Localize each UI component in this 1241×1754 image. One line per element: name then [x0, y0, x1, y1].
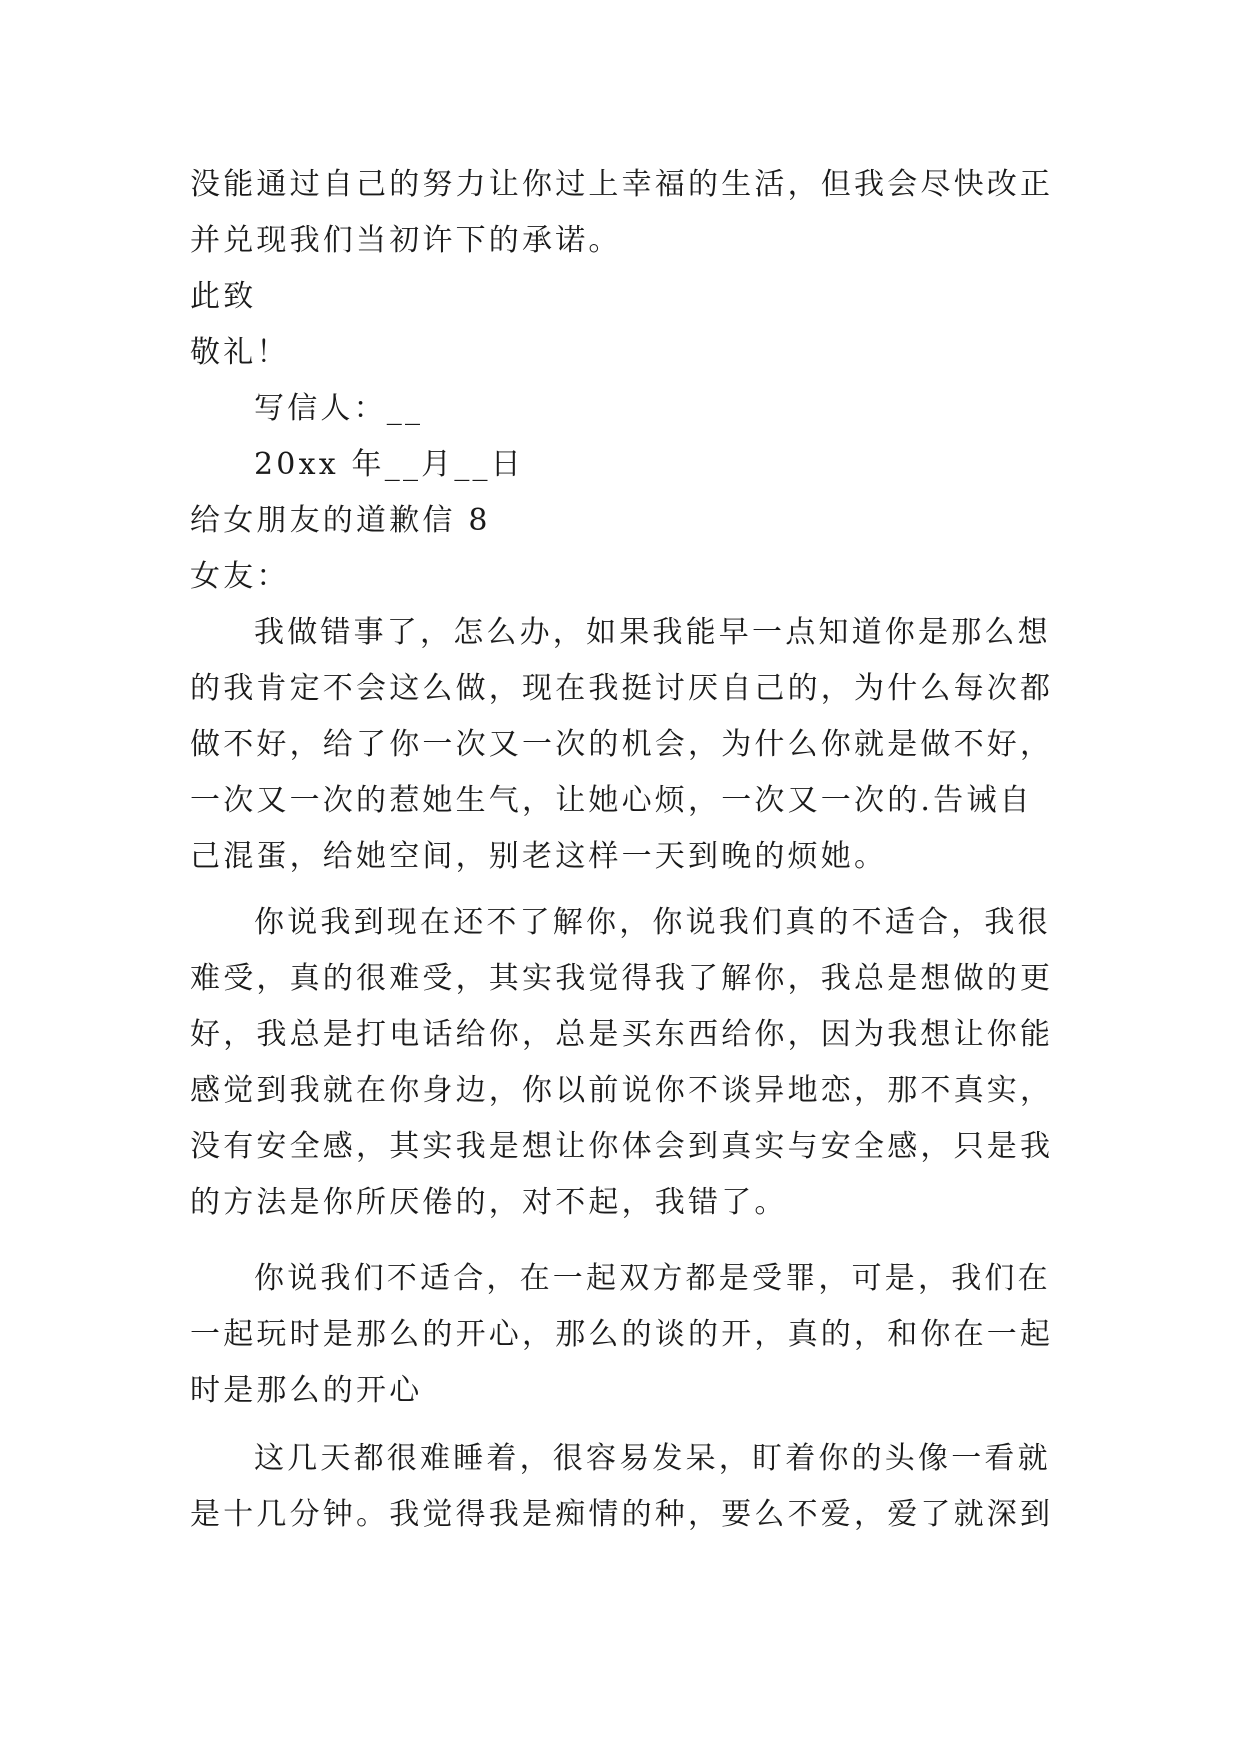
text-line: 没有安全感，其实我是想让你体会到真实与安全感，只是我 [190, 1129, 1054, 1164]
closing-salutation: 此致 [190, 279, 257, 314]
date-line: 20xx 年__月__日 [254, 447, 524, 482]
text-line: 的我肯定不会这么做，现在我挺讨厌自己的，为什么每次都 [190, 671, 1054, 706]
text-line: 一次又一次的惹她生气，让她心烦，一次又一次的.告诫自 [190, 783, 1033, 818]
text-line: 你说我到现在还不了解你，你说我们真的不适合，我很 [254, 905, 1051, 940]
text-line: 做不好，给了你一次又一次的机会，为什么你就是做不好， [190, 727, 1054, 762]
text-line: 己混蛋，给她空间，别老这样一天到晚的烦她。 [190, 839, 888, 874]
text-line: 这几天都很难睡着，很容易发呆，盯着你的头像一看就 [254, 1441, 1051, 1476]
signature-line: 写信人：__ [254, 391, 424, 426]
text-line: 并兑现我们当初许下的承诺。 [190, 223, 622, 258]
text-line: 没能通过自己的努力让你过上幸福的生活，但我会尽快改正 [190, 167, 1054, 202]
text-line: 是十几分钟。我觉得我是痴情的种，要么不爱，爱了就深到 [190, 1497, 1054, 1532]
closing-regards: 敬礼！ [190, 335, 290, 370]
text-line: 难受，真的很难受，其实我觉得我了解你，我总是想做的更 [190, 961, 1054, 996]
text-line: 时是那么的开心 [190, 1373, 423, 1408]
text-line: 一起玩时是那么的开心，那么的谈的开，真的，和你在一起 [190, 1317, 1054, 1352]
section-title: 给女朋友的道歉信 8 [190, 503, 491, 538]
text-line: 的方法是你所厌倦的，对不起，我错了。 [190, 1185, 788, 1220]
text-line: 好，我总是打电话给你，总是买东西给你，因为我想让你能 [190, 1017, 1054, 1052]
text-line: 我做错事了，怎么办，如果我能早一点知道你是那么想 [254, 615, 1051, 650]
text-line: 感觉到我就在你身边，你以前说你不谈异地恋，那不真实， [190, 1073, 1054, 1108]
greeting: 女友： [190, 559, 290, 594]
text-line: 你说我们不适合，在一起双方都是受罪，可是，我们在 [254, 1261, 1051, 1296]
